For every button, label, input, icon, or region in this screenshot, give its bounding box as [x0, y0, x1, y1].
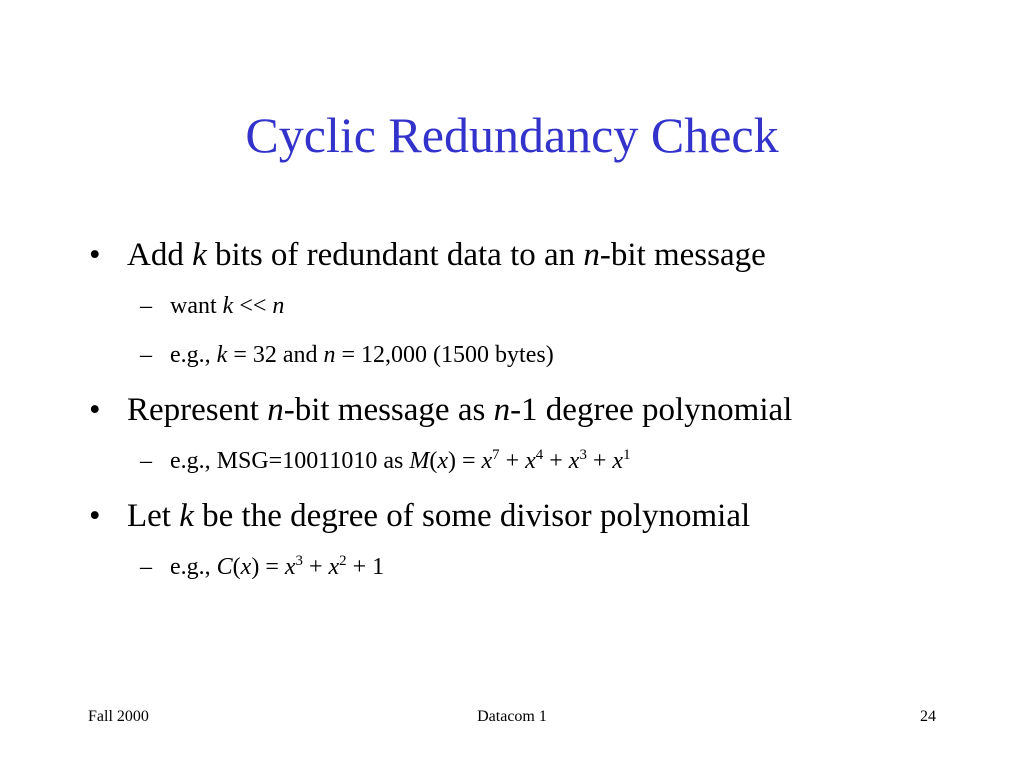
- sub-bullet-marker: –: [140, 342, 152, 368]
- sub-bullet-marker: –: [140, 448, 152, 474]
- bullet-marker: •: [89, 392, 101, 428]
- sub-bullet-marker: –: [140, 293, 152, 319]
- bullet-marker: •: [89, 237, 101, 273]
- bullet-marker: •: [89, 498, 101, 534]
- footer-course: Datacom 1: [477, 708, 547, 725]
- sub-bullet-1-2: – e.g., k = 32 and n = 12,000 (1500 bytes): [140, 342, 554, 368]
- sub-bullet-marker: –: [140, 554, 152, 580]
- slide-title: Cyclic Redundancy Check: [245, 107, 779, 163]
- bullet-1: • Add k bits of redundant data to an n-bit message: [89, 237, 766, 273]
- sub-bullet-1-1: – want k << n: [140, 293, 285, 319]
- sub-bullet-3-1: – e.g., $C(x) = x^3 + x^2 + 1$: [140, 553, 385, 580]
- sub-bullet-2-1: – e.g., MSG=10011010 as $M(x) = x^7 + x^4 + x^3 + x^1$: [140, 447, 631, 474]
- footer-page-number: 24: [920, 708, 936, 725]
- bullet-2: • Represent n-bit message as n-1 degree polynomial: [89, 392, 793, 428]
- bullet-3: • Let k be the degree of some divisor polynomial: [89, 498, 751, 534]
- footer-date: Fall 2000: [88, 708, 149, 725]
